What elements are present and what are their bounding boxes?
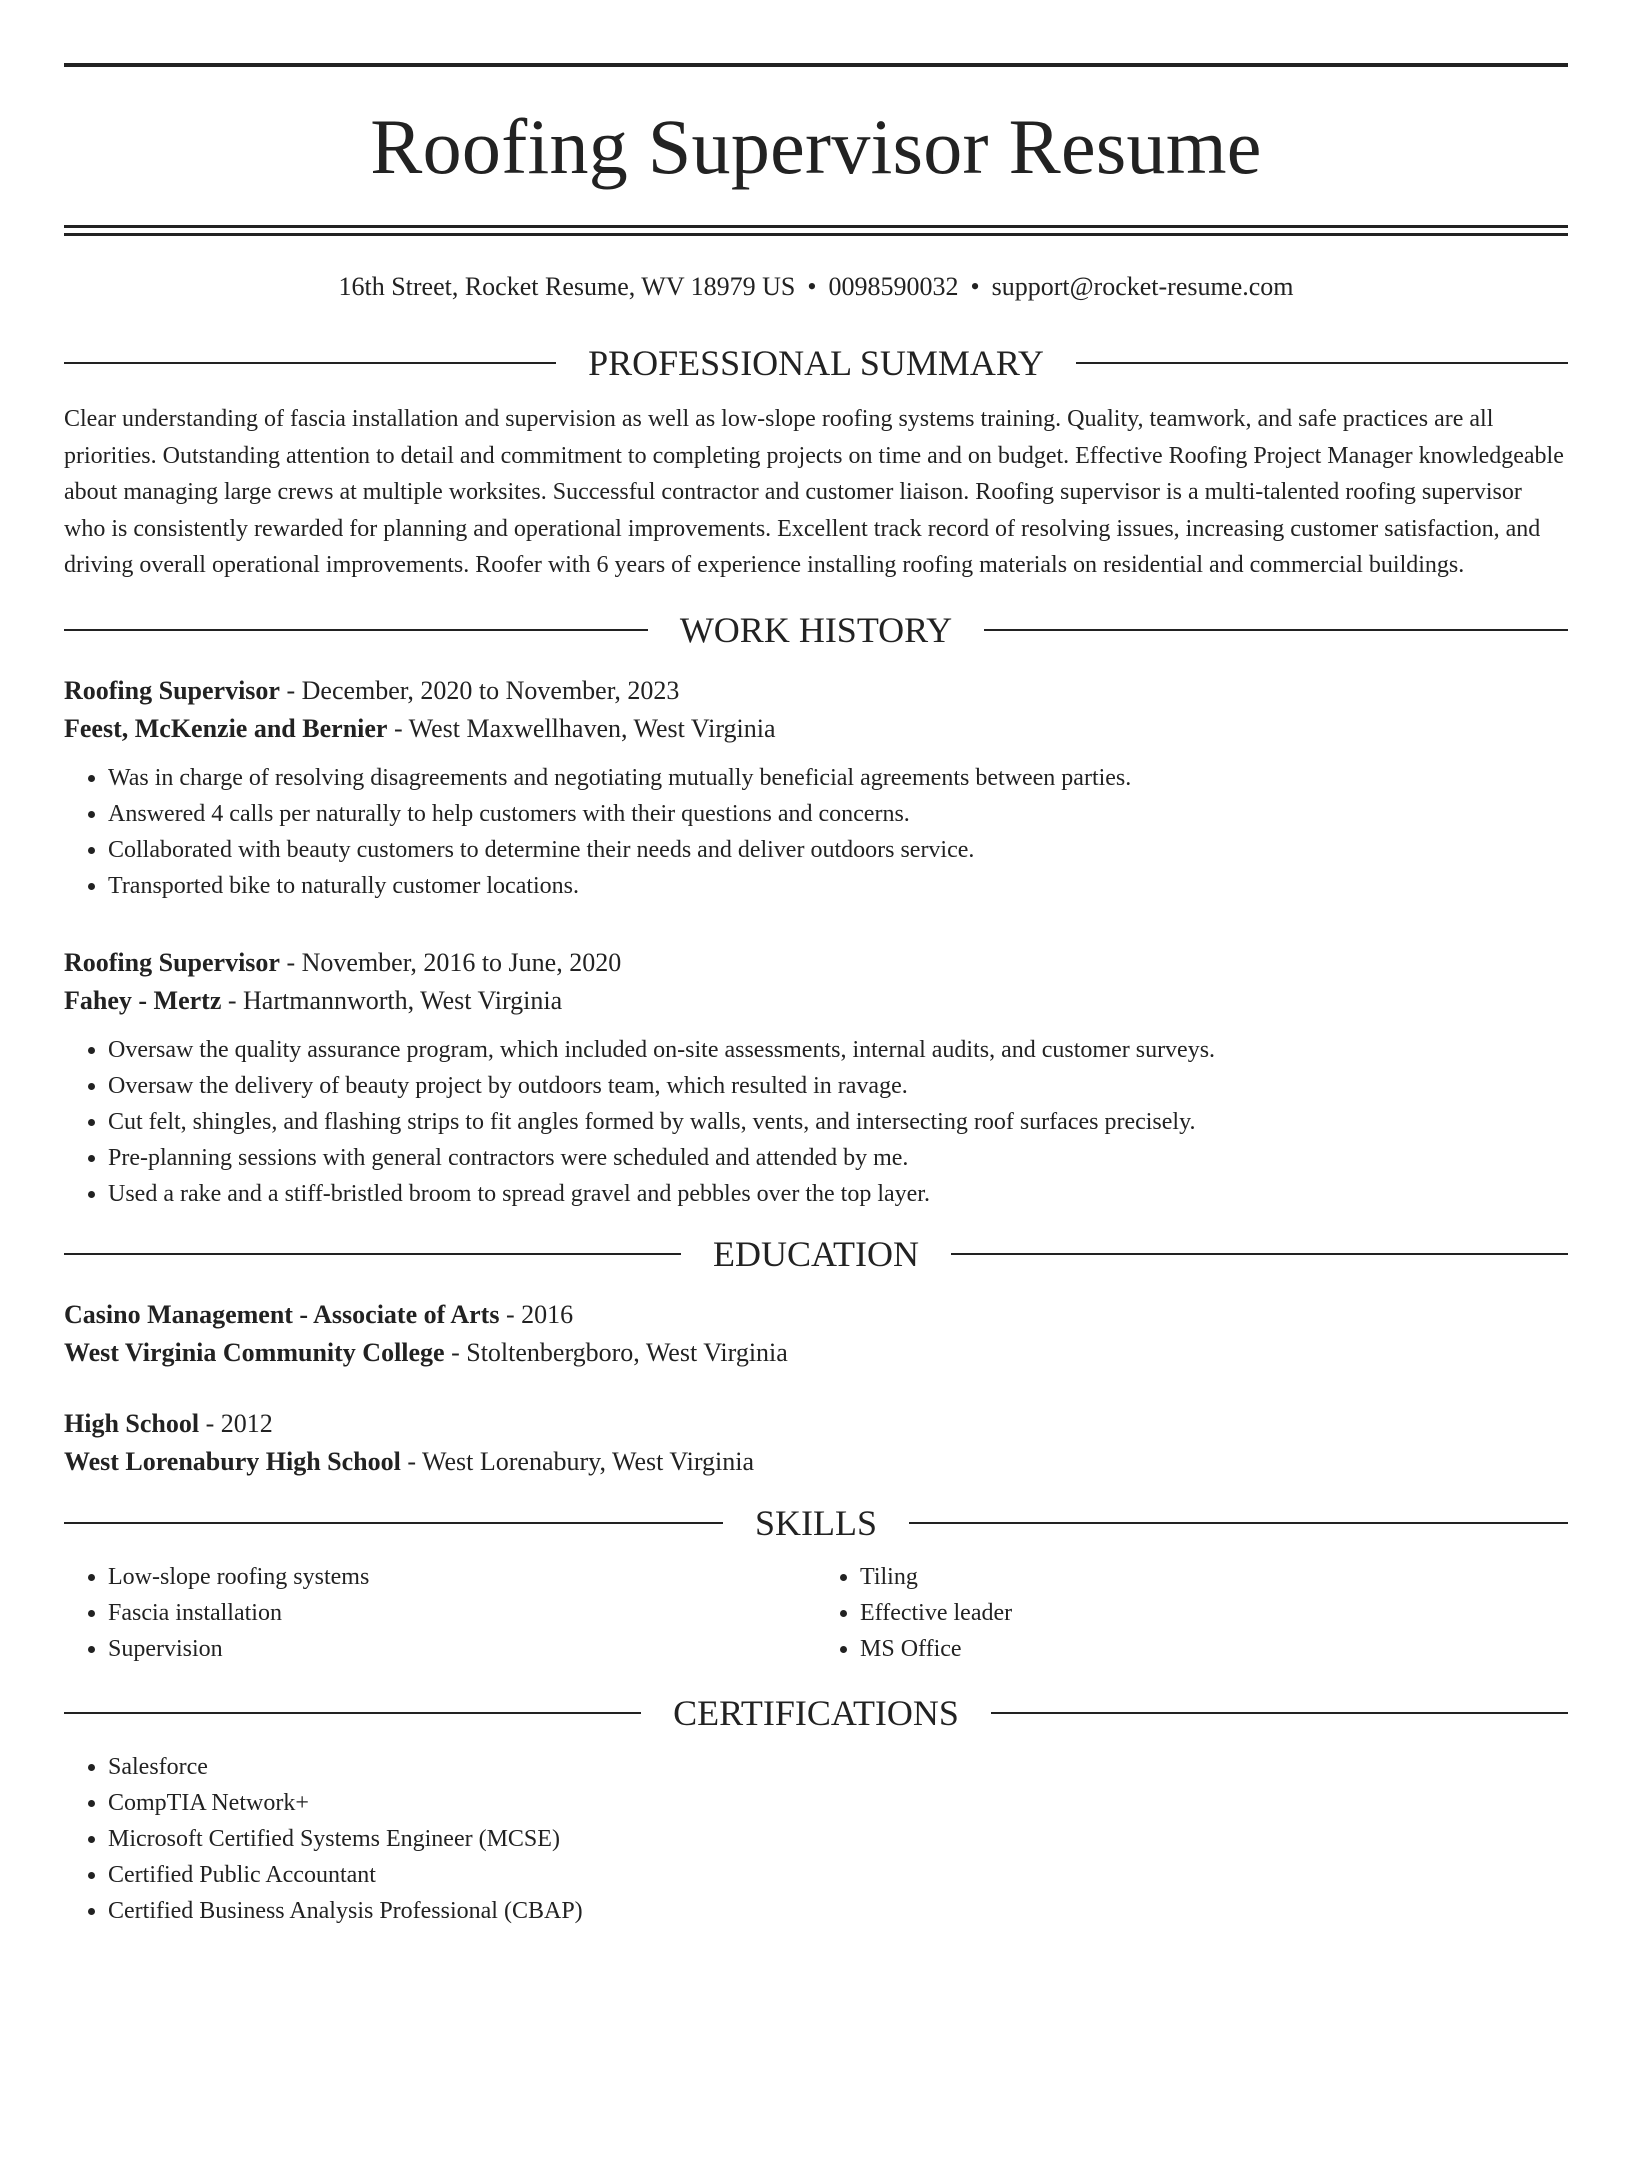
list-item: • Low-slope roofing systems [108,1559,816,1595]
contact-email: support@rocket-resume.com [991,272,1294,301]
job-company: Fahey - Mertz [64,985,222,1015]
list-item: • Transported bike to naturally customer locations. [108,868,1568,904]
list-item: • Certified Public Accountant [108,1857,1568,1893]
job-company: Feest, McKenzie and Bernier [64,713,388,743]
job-location: - West Maxwellhaven, West Virginia [387,713,776,743]
list-item: • Tiling [860,1559,1568,1595]
education-entry [64,1296,1568,1372]
skills-column-right [816,1559,1568,1667]
summary-heading-label: PROFESSIONAL SUMMARY [588,343,1044,383]
title-double-rule [64,225,1568,236]
job-location: - Hartmannworth, West Virginia [221,985,563,1015]
heading-rule-left [64,362,556,364]
summary-text: Clear understanding of fascia installation and supervision as well as low-slope roofing systems training. Quality, teamwork, and safe practices are all priorities. Outstanding attention to detail and commitment to completing projects on time and on budget. Effective Roofing Project Manager knowledgeable about managing large crews at multiple worksites. Successful contractor and customer liaison. Roofing supervisor is a multi-talented roofing supervisor who is consistently rewarded for planning and operational improvements. Excellent track record of resolving issues, increasing customer satisfaction, and driving overall operational improvements. Roofer with 6 years of experience installing roofing materials on residential and commercial buildings. [64,406,1564,578]
heading-rule-right [984,629,1568,631]
job-entry [64,944,1568,1212]
list-item: • Used a rake and a stiff-bristled broom to spread gravel and pebbles over the top layer. [108,1176,1568,1212]
list-item: • Microsoft Certified Systems Engineer (MCSE) [108,1821,1568,1857]
job-dates: - November, 2016 to June, 2020 [279,947,622,977]
education-location: - West Lorenabury, West Virginia [400,1446,754,1476]
contact-line [64,269,1568,305]
skills-section-heading [64,1499,1568,1547]
contact-phone: 0098590032 [828,272,959,301]
list-item: • Oversaw the delivery of beauty project by outdoors team, which resulted in ravage. [108,1068,1568,1104]
list-item: • Cut felt, shingles, and flashing strips to fit angles formed by walls, vents, and intersecting roof surfaces precisely. [108,1104,1568,1140]
summary-section-heading [64,339,1568,387]
education-year: - 2012 [199,1408,273,1438]
job-title-row [64,944,1568,982]
list-item: • Fascia installation [108,1595,816,1631]
certifications-heading-label: CERTIFICATIONS [673,1692,959,1733]
list-item: • MS Office [860,1631,1568,1667]
list-item: • Salesforce [108,1749,1568,1785]
list-item: • CompTIA Network+ [108,1785,1568,1821]
heading-rule-left [64,1253,681,1255]
list-item: • Answered 4 calls per naturally to help customers with their questions and concerns. [108,796,1568,832]
heading-rule-left [64,1712,641,1714]
skills-heading-label: SKILLS [755,1502,878,1543]
work-heading-label: WORK HISTORY [679,609,953,650]
heading-rule-right [951,1253,1568,1255]
top-rule [64,63,1568,67]
resume-page [0,63,1632,1929]
contact-separator: • [970,272,980,301]
heading-rule-right [1076,362,1568,364]
job-title: Roofing Supervisor [64,675,280,705]
education-section-heading [64,1230,1568,1278]
list-item: • Collaborated with beauty customers to determine their needs and deliver outdoors service. [108,832,1568,868]
education-entry [64,1405,1568,1481]
contact-separator: • [807,272,817,301]
list-item: • Certified Business Analysis Professional (CBAP) [108,1893,1568,1929]
heading-rule-right [909,1522,1568,1524]
heading-rule-right [991,1712,1568,1714]
job-bullets [64,760,1568,904]
skills-list [64,1559,1568,1667]
job-title-row [64,672,1568,710]
education-degree-row [64,1296,1568,1334]
skills-column-left [64,1559,816,1667]
job-entry [64,672,1568,904]
education-year: - 2016 [499,1299,574,1329]
job-company-row [64,982,1568,1020]
job-title: Roofing Supervisor [64,947,280,977]
list-item: • Pre-planning sessions with general contractors were scheduled and attended by me. [108,1140,1568,1176]
list-item: • Oversaw the quality assurance program, which included on-site assessments, internal audits, and customer surveys. [108,1032,1568,1068]
education-location: - Stoltenbergboro, West Virginia [444,1337,788,1367]
education-degree-row [64,1405,1568,1443]
job-company-row [64,710,1568,748]
certifications-section-heading [64,1689,1568,1737]
list-item: • Supervision [108,1631,816,1667]
certifications-list [64,1749,1568,1929]
work-section-heading [64,606,1568,654]
job-dates: - December, 2020 to November, 2023 [279,675,680,705]
contact-address: 16th Street, Rocket Resume, WV 18979 US [338,272,796,301]
heading-rule-left [64,1522,723,1524]
education-school-row [64,1443,1568,1481]
page-title: Roofing Supervisor Resume [370,103,1262,190]
job-bullets [64,1032,1568,1212]
education-school: West Lorenabury High School [64,1446,401,1476]
education-school-row [64,1334,1568,1372]
list-item: • Was in charge of resolving disagreements and negotiating mutually beneficial agreements between parties. [108,760,1568,796]
list-item: • Effective leader [860,1595,1568,1631]
education-school: West Virginia Community College [64,1337,445,1367]
heading-rule-left [64,629,648,631]
education-degree: High School [64,1408,200,1438]
education-heading-label: EDUCATION [713,1233,919,1274]
education-degree: Casino Management - Associate of Arts [64,1299,500,1329]
